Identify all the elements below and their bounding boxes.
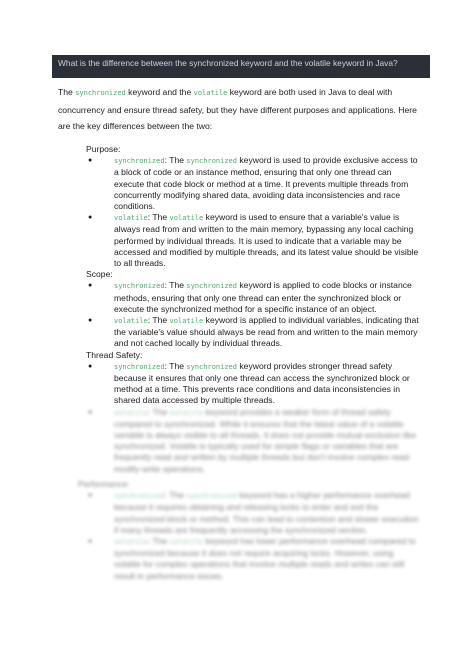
item-text: keyword has a higher performance overhead because it requires obtaining and releasing locks to enter and exit the synchronized block or method. This can lead to contention and slower execution if many threads are frequently accessing the synchronized section. <box>114 490 419 535</box>
bullet-icon: ● <box>88 537 93 545</box>
code-keyword: volatile <box>114 214 148 223</box>
item-text: : The <box>164 155 187 166</box>
section-heading-performance: Performance: <box>78 478 130 489</box>
item-text: keyword is applied to individual variables, indicating that the variable's value should always be read from and written to the main memory and not cached locally by individual threads. <box>114 315 419 349</box>
question-banner: What is the difference between the synchronized keyword and the volatile keyword in Java? <box>52 55 430 78</box>
code-keyword: synchronized <box>186 282 237 291</box>
code-keyword: volatile <box>169 214 204 223</box>
list-item <box>86 490 420 536</box>
code-keyword: synchronized <box>186 157 237 166</box>
intro-text: keyword are both used in Java to deal with concurrency and ensure thread safety, but they have different purposes and applications. Here are the key differences between the two: <box>58 87 417 132</box>
list-item <box>86 280 420 315</box>
code-keyword: volatile <box>169 408 204 417</box>
intro-text: keyword and the <box>125 87 194 97</box>
sections <box>78 144 420 582</box>
item-text: : The <box>147 212 170 223</box>
code-keyword: volatile <box>114 537 148 546</box>
bullet-icon: ● <box>88 408 93 416</box>
section-heading-purpose: Purpose: <box>86 144 121 154</box>
purpose-list <box>86 155 420 269</box>
code-keyword: volatile <box>114 408 148 417</box>
code-keyword: synchronized <box>114 362 165 371</box>
list-item <box>86 155 420 212</box>
code-keyword: volatile <box>193 89 228 97</box>
bullet-icon: ● <box>88 282 93 290</box>
intro-text: The <box>58 87 76 97</box>
item-text: keyword is applied to code blocks or instance methods, ensuring that only one thread can enter the synchronized block or execute the synchronized method for a specific instance of an object. <box>114 280 412 314</box>
item-text: keyword provides a weaker form of thread safety compared to synchronized. While it ensures that the latest value of a volatile variable is always visible to all threads, it does not provide mutual exclusion like synchronized. Volatile is typically used for simple flags or variables that are frequently read and written by multiple threads but don't involve complex read-modify-write operations. <box>114 406 416 474</box>
list-item <box>86 361 420 407</box>
performance-section <box>78 478 420 582</box>
bullet-icon: ● <box>88 214 93 222</box>
item-text: keyword is used to ensure that a variable's value is always read from and written to the main memory, bypassing any local caching performed by individual threads. It is used to indicate that a variable may be accessed and modified by multiple threads, and its latest value should be visible to all threads. <box>114 212 419 269</box>
section-heading-scope: Scope: <box>86 269 113 280</box>
item-text: : The <box>164 360 187 371</box>
thread-safety-list <box>86 361 420 475</box>
bullet-icon: ● <box>88 157 93 165</box>
bullet-icon: ● <box>88 317 93 325</box>
bullet-icon: ● <box>88 362 93 370</box>
item-text: keyword has lower performance overhead compared to synchronized because it does not require acquiring locks. However, using volatile for complex operations that involve multiple reads and writes can still result in performance issues. <box>114 535 416 581</box>
code-keyword: synchronized <box>186 362 237 371</box>
list-item <box>86 212 420 269</box>
code-keyword: synchronized <box>114 282 165 291</box>
section-heading-thread-safety: Thread Safety: <box>86 349 143 360</box>
item-text: : The <box>164 280 187 291</box>
item-text: keyword is used to provide exclusive access to a block of code or an instance method, ensuring that only one thread can execute that code block or method at a time. It prevents multiple threads from concurrently modifying shared data, avoiding data inconsistencies and race conditions. <box>114 155 418 212</box>
code-keyword: volatile <box>114 317 148 326</box>
item-text: : The <box>147 315 170 326</box>
code-keyword: volatile <box>169 537 204 546</box>
code-keyword: synchronized <box>114 157 165 166</box>
list-item <box>86 536 420 582</box>
code-keyword: synchronized <box>75 89 126 97</box>
code-keyword: synchronized <box>186 492 237 501</box>
list-item <box>86 407 420 475</box>
item-text: : The <box>164 490 187 501</box>
bullet-icon: ● <box>88 492 93 500</box>
intro-paragraph <box>58 84 418 135</box>
performance-list <box>86 490 420 582</box>
item-text: : The <box>147 406 170 417</box>
code-keyword: volatile <box>169 317 204 326</box>
list-item <box>86 315 420 350</box>
scope-list <box>86 280 420 349</box>
item-text: keyword provides stronger thread safety because it ensures that only one thread can access the synchronized block or method at a time. This prevents race conditions and data inconsistencies in shared data accessed by multiple threads. <box>114 360 410 406</box>
code-keyword: synchronized <box>114 492 165 501</box>
item-text: : The <box>147 535 170 546</box>
